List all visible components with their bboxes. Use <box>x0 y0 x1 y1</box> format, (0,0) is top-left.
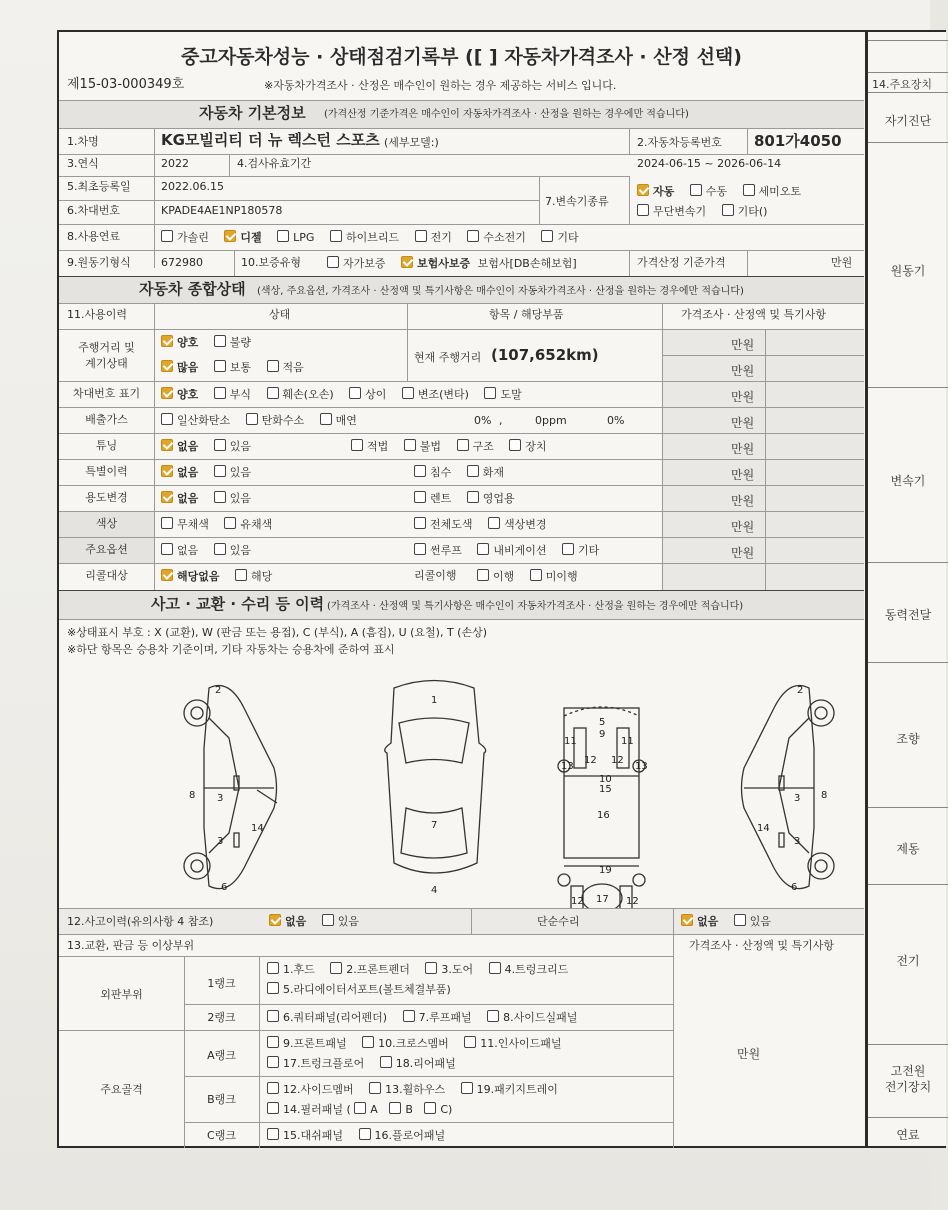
vin-altered-checkbox[interactable] <box>402 387 414 399</box>
trunk-lid-checkbox[interactable] <box>489 962 501 974</box>
fuel-hydrogen-checkbox[interactable] <box>467 230 479 242</box>
rankB-items-a: 12.사이드멤버 13.휠하우스 19.패키지트레이 <box>267 1082 570 1095</box>
trans-auto-checkbox[interactable] <box>637 184 649 196</box>
gas-value-co: 0% <box>474 414 492 427</box>
rear-panel-checkbox[interactable] <box>380 1056 392 1068</box>
front-panel-checkbox[interactable] <box>267 1036 279 1048</box>
strip-item: 동력전달 <box>884 608 932 622</box>
rent-checkbox[interactable] <box>414 491 426 503</box>
quarter-panel-checkbox[interactable] <box>267 1010 279 1022</box>
svg-text:11: 11 <box>564 736 577 747</box>
history-options: 없음 있음 <box>269 914 371 927</box>
parts-label: 13.교환, 판금 등 이상부위 <box>67 939 195 952</box>
achromatic-checkbox[interactable] <box>161 517 173 529</box>
color-change-checkbox[interactable] <box>488 517 500 529</box>
chromatic-checkbox[interactable] <box>224 517 236 529</box>
usechange-options: 없음 있음 <box>161 491 263 504</box>
svg-text:15: 15 <box>599 784 612 795</box>
svg-text:8: 8 <box>189 790 196 801</box>
front-fender-checkbox[interactable] <box>330 962 342 974</box>
svg-text:14: 14 <box>757 823 770 834</box>
pillar-panel-checkbox[interactable] <box>267 1102 279 1114</box>
svg-text:11: 11 <box>621 736 634 747</box>
price-won: 만원 <box>731 520 755 534</box>
svg-text:6: 6 <box>221 882 228 893</box>
svg-text:13: 13 <box>561 761 574 772</box>
radiator-support-checkbox[interactable] <box>267 982 279 994</box>
price-base-label: 가격산정 기준가격 <box>637 256 726 269</box>
svg-text:2: 2 <box>797 685 804 696</box>
odo-normal-checkbox[interactable] <box>214 360 226 372</box>
svg-text:7: 7 <box>431 820 438 831</box>
roof-panel-checkbox[interactable] <box>403 1010 415 1022</box>
trans-other-checkbox[interactable] <box>722 204 734 216</box>
strip-item: 조향 <box>896 732 920 746</box>
svg-text:1: 1 <box>431 695 438 706</box>
flood-checkbox[interactable] <box>414 465 426 477</box>
odo-state-b: 많음 보통 적음 <box>161 360 316 373</box>
recall-label: 리콜이행 <box>414 569 457 582</box>
rankA-label: A랭크 <box>207 1049 236 1062</box>
svg-text:14: 14 <box>251 823 264 834</box>
fuel-lpg-checkbox[interactable] <box>277 230 289 242</box>
strip-item: 변속기 <box>890 474 926 488</box>
svg-text:4: 4 <box>431 885 438 896</box>
navigation-checkbox[interactable] <box>477 543 489 555</box>
row-special-label: 특별이력 <box>85 465 128 478</box>
basic-info-title: 자동차 기본정보 <box>199 104 306 122</box>
major-device-header: 14.주요장치 <box>872 78 932 91</box>
first-reg-label: 5.최초등록일 <box>67 180 131 193</box>
rankB-items-b: 14.필러패널 ( A B C) <box>267 1102 452 1115</box>
option-items: 썬루프 내비게이션 기타 <box>414 543 611 556</box>
rank1-label: 1랭크 <box>207 977 236 990</box>
parts-price-won: 만원 <box>737 1047 761 1061</box>
car-damage-diagram <box>159 668 859 908</box>
trans-manual-checkbox[interactable] <box>690 184 702 196</box>
vin-corrosion-checkbox[interactable] <box>214 387 226 399</box>
price-won: 만원 <box>731 338 755 352</box>
svg-text:5: 5 <box>599 717 606 728</box>
warranty-options: 자가보증 보험사보증 보험사[DB손해보험] <box>327 256 577 269</box>
trunk-floor-checkbox[interactable] <box>267 1056 279 1068</box>
row-vin-label: 차대번호 표기 <box>72 387 141 400</box>
special-yes-checkbox[interactable] <box>214 465 226 477</box>
svg-text:19: 19 <box>599 865 612 876</box>
vin-mark-options: 양호 부식 훼손(오손) 상이 변조(변타) 도말 <box>161 387 534 400</box>
legend-2: ※하단 항목은 승용차 기준이며, 기타 자동차는 승용차에 준하여 표시 <box>67 643 395 656</box>
strip-item: 원동기 <box>890 264 926 278</box>
vin-damage-checkbox[interactable] <box>267 387 279 399</box>
tuning-yes-checkbox[interactable] <box>214 439 226 451</box>
odo-state-a: 양호 불량 <box>161 335 263 348</box>
price-won: 만원 <box>731 468 755 482</box>
recall-done-checkbox[interactable] <box>477 569 489 581</box>
reg-no: 801가4050 <box>754 132 842 150</box>
svg-text:12: 12 <box>611 755 624 766</box>
warranty-label: 10.보증유형 <box>241 256 301 269</box>
adjacent-page-strip <box>866 30 946 1148</box>
vin: KPADE4AE1NP180578 <box>161 204 283 217</box>
tuning-items: 적법 불법 구조 장치 <box>351 439 559 452</box>
svg-text:12: 12 <box>584 755 597 766</box>
year: 2022 <box>161 157 189 170</box>
gas-value-smoke: 0% <box>607 414 625 427</box>
row-tuning-label: 튜닝 <box>95 439 118 452</box>
emission-options: 일산화탄소 탄화수소 매연 <box>161 413 369 426</box>
trans-semi-checkbox[interactable] <box>743 184 755 196</box>
price-base-unit: 만원 <box>831 256 853 269</box>
odo-value: (107,652km) <box>491 346 599 364</box>
trans-label: 7.변속기종류 <box>545 195 609 208</box>
insurer-name: 보험사[DB손해보험] <box>477 257 577 270</box>
row-odometer-label: 주행거리 및 <box>78 341 135 354</box>
vin-label: 6.차대번호 <box>67 204 120 217</box>
price-won: 만원 <box>731 364 755 378</box>
svg-text:8: 8 <box>821 790 828 801</box>
odo-good-checkbox[interactable] <box>161 335 173 347</box>
strip-item: 자기진단 <box>884 114 932 128</box>
fuel-options: 가솔린 디젤 LPG 하이브리드 전기 수소전기 기타 <box>161 230 591 243</box>
inside-panel-checkbox[interactable] <box>464 1036 476 1048</box>
first-reg: 2022.06.15 <box>161 180 224 193</box>
service-notice: ※자동차가격조사 · 산정은 매수인이 원하는 경우 제공하는 서비스 입니다. <box>264 79 617 92</box>
sub-model: (세부모델:) <box>384 136 439 149</box>
side-member-checkbox[interactable] <box>267 1082 279 1094</box>
special-none-checkbox[interactable] <box>161 465 173 477</box>
recall-notdone-checkbox[interactable] <box>530 569 542 581</box>
package-tray-checkbox[interactable] <box>461 1082 473 1094</box>
usechange-items: 렌트 영업용 <box>414 491 527 504</box>
fuel-label: 8.사용연료 <box>67 230 120 243</box>
hc-checkbox[interactable] <box>246 413 258 425</box>
accident-title: 사고 · 교환 · 수리 등 이력 <box>151 595 325 613</box>
pillar-b-checkbox[interactable] <box>389 1102 401 1114</box>
simple-none-checkbox[interactable] <box>681 914 693 926</box>
strip-item: 고전원 <box>890 1064 926 1078</box>
col-price: 가격조사 · 산정액 및 특기사항 <box>681 308 826 321</box>
strip-item: 제동 <box>896 842 920 856</box>
recall-yes-checkbox[interactable] <box>235 569 247 581</box>
options-yes-checkbox[interactable] <box>214 543 226 555</box>
rank1-items-b: 5.라디에이터서포트(볼트체결부품) <box>267 982 463 995</box>
tuning-device-checkbox[interactable] <box>509 439 521 451</box>
tuning-structure-checkbox[interactable] <box>457 439 469 451</box>
rankC-items: 15.대쉬패널 16.플로어패널 <box>267 1128 457 1141</box>
fire-checkbox[interactable] <box>467 465 479 477</box>
rankB-label: B랭크 <box>207 1093 236 1106</box>
col-state: 상태 <box>269 308 291 321</box>
price-won: 만원 <box>731 546 755 560</box>
rankA-items-a: 9.프론트패널 10.크로스멤버 11.인사이드패널 <box>267 1036 574 1049</box>
engine: 672980 <box>161 256 203 269</box>
option-opts: 없음 있음 <box>161 543 263 556</box>
odo-high-checkbox[interactable] <box>161 360 173 372</box>
tuning-illegal-checkbox[interactable] <box>404 439 416 451</box>
recall-none-checkbox[interactable] <box>161 569 173 581</box>
cross-member-checkbox[interactable] <box>362 1036 374 1048</box>
row-color-label: 색상 <box>95 517 118 530</box>
col-usage: 11.사용이력 <box>67 308 127 321</box>
vin-smeared-checkbox[interactable] <box>484 387 496 399</box>
business-checkbox[interactable] <box>467 491 479 503</box>
svg-text:16: 16 <box>597 810 610 821</box>
self-warranty-checkbox[interactable] <box>327 256 339 268</box>
odo-text: 현재 주행거리 <box>414 351 482 364</box>
rank1-items-a: 1.후드 2.프론트펜더 3.도어 4.트렁크리드 <box>267 962 580 975</box>
form-title: 중고자동차성능 · 상태점검기록부 ([ ] 자동차가격조사 · 산정 선택) <box>181 46 742 68</box>
top-view <box>385 681 486 874</box>
fuel-gasoline-checkbox[interactable] <box>161 230 173 242</box>
vin-good-checkbox[interactable] <box>161 387 173 399</box>
strip-item: 연료 <box>896 1128 920 1142</box>
special-items: 침수 화재 <box>414 465 516 478</box>
strip-item: 전기 <box>896 954 920 968</box>
car-name-label: 1.차명 <box>67 135 99 148</box>
parts-price-col: 가격조사 · 산정액 및 특기사항 <box>689 939 834 952</box>
recall-options: 해당없음 해당 <box>161 569 284 582</box>
trans-row2: 무단변속기 기타() <box>637 204 779 217</box>
option-other-checkbox[interactable] <box>562 543 574 555</box>
svg-text:10: 10 <box>599 774 612 785</box>
floor-panel-checkbox[interactable] <box>359 1128 371 1140</box>
row-options-label: 주요옵션 <box>85 543 128 556</box>
door-checkbox[interactable] <box>425 962 437 974</box>
doc-number: 제15-03-000349호 <box>67 77 185 92</box>
svg-text:13: 13 <box>635 761 648 772</box>
color-items: 전체도색 색상변경 <box>414 517 559 530</box>
fuel-other-checkbox[interactable] <box>541 230 553 242</box>
wheel-house-checkbox[interactable] <box>369 1082 381 1094</box>
rank2-label: 2랭크 <box>207 1011 236 1024</box>
options-none-checkbox[interactable] <box>161 543 173 555</box>
legend-1: ※상태표시 부호 : X (교환), W (판금 또는 용접), C (부식), A (흠집), U (요철), T (손상) <box>67 626 488 639</box>
basic-info-note: (가격산정 기준가격은 매수인이 자동차가격조사 · 산정을 원하는 경우에만 적습니다) <box>324 109 689 120</box>
vin-different-checkbox[interactable] <box>349 387 361 399</box>
simple-yes-checkbox[interactable] <box>734 914 746 926</box>
fuel-diesel-checkbox[interactable] <box>224 230 236 242</box>
usechange-yes-checkbox[interactable] <box>214 491 226 503</box>
smoke-checkbox[interactable] <box>320 413 332 425</box>
color-options: 무채색 유채색 <box>161 517 284 530</box>
co-checkbox[interactable] <box>161 413 173 425</box>
sunroof-checkbox[interactable] <box>414 543 426 555</box>
svg-text:3: 3 <box>217 836 224 847</box>
accident-none-checkbox[interactable] <box>269 914 281 926</box>
svg-text:2: 2 <box>215 685 222 696</box>
simple-repair-options: 없음 있음 <box>681 914 783 927</box>
outer-panel-label: 외판부위 <box>100 988 143 1001</box>
fuel-electric-checkbox[interactable] <box>415 230 427 242</box>
row-odometer-label2: 계기상태 <box>85 357 128 370</box>
frame-label: 주요골격 <box>100 1083 143 1096</box>
rankA-items-b: 17.트렁크플로어 18.리어패널 <box>267 1056 468 1069</box>
svg-text:6: 6 <box>791 882 798 893</box>
col-item: 항목 / 해당부품 <box>489 308 564 321</box>
strip-item: 전기장치 <box>884 1080 932 1094</box>
pillar-a-checkbox[interactable] <box>354 1102 366 1114</box>
odo-low-checkbox[interactable] <box>267 360 279 372</box>
special-options: 없음 있음 <box>161 465 263 478</box>
hood-checkbox[interactable] <box>267 962 279 974</box>
right-side-view <box>742 686 835 889</box>
svg-text:12: 12 <box>626 896 639 907</box>
odo-bad-checkbox[interactable] <box>214 335 226 347</box>
left-side-view <box>184 686 277 889</box>
svg-text:3: 3 <box>217 793 224 804</box>
usechange-none-checkbox[interactable] <box>161 491 173 503</box>
row-emission-label: 배출가스 <box>85 413 128 426</box>
full-paint-checkbox[interactable] <box>414 517 426 529</box>
price-won: 만원 <box>731 494 755 508</box>
side-sill-checkbox[interactable] <box>487 1010 499 1022</box>
tuning-legal-checkbox[interactable] <box>351 439 363 451</box>
tuning-none-checkbox[interactable] <box>161 439 173 451</box>
svg-text:3: 3 <box>794 836 801 847</box>
car-name: KG모빌리티 더 뉴 렉스턴 스포츠 <box>161 131 380 149</box>
simple-repair-label: 단순수리 <box>537 915 580 928</box>
dash-panel-checkbox[interactable] <box>267 1128 279 1140</box>
accident-note: (가격조사 · 산정액 및 특기사항은 매수인이 자동차가격조사 · 산정을 원하는 경우에만 적습니다) <box>327 601 744 612</box>
price-won: 만원 <box>731 442 755 456</box>
rankC-label: C랭크 <box>207 1129 236 1142</box>
fuel-hybrid-checkbox[interactable] <box>330 230 342 242</box>
price-won: 만원 <box>731 390 755 404</box>
history-label: 12.사고이력(유의사항 4 참조) <box>67 915 214 928</box>
trans-cvt-checkbox[interactable] <box>637 204 649 216</box>
rank2-items: 6.쿼터패널(리어펜더) 7.루프패널 8.사이드실패널 <box>267 1010 589 1023</box>
svg-text:3: 3 <box>794 793 801 804</box>
trans-row1: 자동 수동 세미오토 <box>637 184 813 197</box>
price-won: 만원 <box>731 416 755 430</box>
summary-title: 자동차 종합상태 <box>139 280 246 298</box>
pillar-c-checkbox[interactable] <box>424 1102 436 1114</box>
inspection-period: 2024-06-15 ~ 2026-06-14 <box>637 157 782 170</box>
row-usechange-label: 용도변경 <box>85 491 128 504</box>
insurer-warranty-checkbox[interactable] <box>401 256 413 268</box>
reg-no-label: 2.자동차등록번호 <box>637 136 722 149</box>
gas-value-hc: 0ppm <box>535 414 567 427</box>
tuning-options: 없음 있음 <box>161 439 263 452</box>
svg-text:9: 9 <box>599 729 606 740</box>
accident-yes-checkbox[interactable] <box>322 914 334 926</box>
svg-text:12: 12 <box>571 896 584 907</box>
svg-text:17: 17 <box>596 894 609 905</box>
engine-label: 9.원동기형식 <box>67 256 131 269</box>
inspection-form: 중고자동차성능 · 상태점검기록부 ([ ] 자동차가격조사 · 산정 선택) 제15-03-000349호 ※자동차가격조사 · 산정은 매수인이 원하는 경우 제공하는 서비스 입니다. 자동차 기본정보 (가격산정 기준가격은 매수인이 자동차가격조사 · 산정을 원하는 경우에만 적습니다) 1.차명 KG모빌리티 더 뉴 렉스턴 스포츠 (세부모델:) 2.자동차등록번호 801가4050 3.연식 2022 4.검사유효기간 2024-06-15 ~ 2026-06-14 5.최초등록일 2022.06.15 6.차대번호 KPADE4AE1NP180578 7.변속기종류 자동 수동 세미오토 무단변속기 기타() 8.사용연료 가솔린 디젤 LPG 하이브리드 전기 수소전기 기타 9.원동기형식 672980 10.보증유형 자가보증 보험사보증 보험사[DB손해보험] 가격산정 기준가격 만원 자동차 종합상태 (색상, 주요옵션, 가격조사 · 산정액 및 특기사항은 매수인이 자동차가격조사 · 산정을 원하는 경우에만 적습니다) 11.사용이력 상태 항목 / 해당부품 가격조사 · 산정액 및 특기사항 주행거리 및 계기상태 양호 불량 많음 보통 적음 현재 주행거리 (107,652km) 만원 만원 차대번호 표기 양호 부식 훼손(오손) 상이 변조(변타) 도말 만원 배출가스 일산화탄소 탄화수소 매연 0% , 0ppm 0% 만원 튜닝 없음 있음 적법 불법 구조 장치 만원 특별이력 없음 있음 침수 화재 만원 용도변경 없음 있음 렌트 영업용 만원 색상 무채색 유채색 전체도색 색상변경 만원 주요옵션 없음 있음 썬루프 내비게이션 기타 만원 리콜대상 해당없음 해당 리콜이행 이행 미이행 사고 · 교환 · 수리 등 이력 (가격조사 · 산정액 및 특기사항은 매수인이 자동차가격조사 · 산정을 원하는 경우에만 적습니다) ※상태표시 부호 : X (교환), W (판금 또는 용접), C (부식), A (흠집), U (요철), T (손상) ※하단 항목은 승용차 기준이며, 기타 자동차는 승용차에 준하여 표시 2 3 8 3 14 6 1 7 4 5 9 11 11 12 12 13 13 10 15 16 19 17 12 12 2 3 8 3 14 6 12.사고이력(유의사항 4 참조) 없음 있음 단순수리 없음 있음 13.교환, 판금 등 이상부위 가격조사 · 산정액 및 특기사항 만원 외판부위 주요골격 1랭크 1.후드 2.프론트펜더 3.도어 4.트렁크리드 5.라디에이터서포트(볼트체결부품) 2랭크 6.쿼터패널(리어펜더) 7.루프패널 8.사이드실패널 A랭크 9.프론트패널 10.크로스멤버 11.인사이드패널 17.트렁크플로어 18.리어패널 B랭크 12.사이드멤버 13.휠하우스 19.패키지트레이 14.필러패널 ( A B C) C랭크 15.대쉬패널 16.플로어패널 <box>57 30 867 1148</box>
inspection-label: 4.검사유효기간 <box>237 157 312 170</box>
year-label: 3.연식 <box>67 157 99 170</box>
summary-note: (색상, 주요옵션, 가격조사 · 산정액 및 특기사항은 매수인이 자동차가격조사 · 산정을 원하는 경우에만 적습니다) <box>257 286 744 297</box>
recall-items: 이행 미이행 <box>477 569 590 582</box>
row-recall-label: 리콜대상 <box>85 569 128 582</box>
